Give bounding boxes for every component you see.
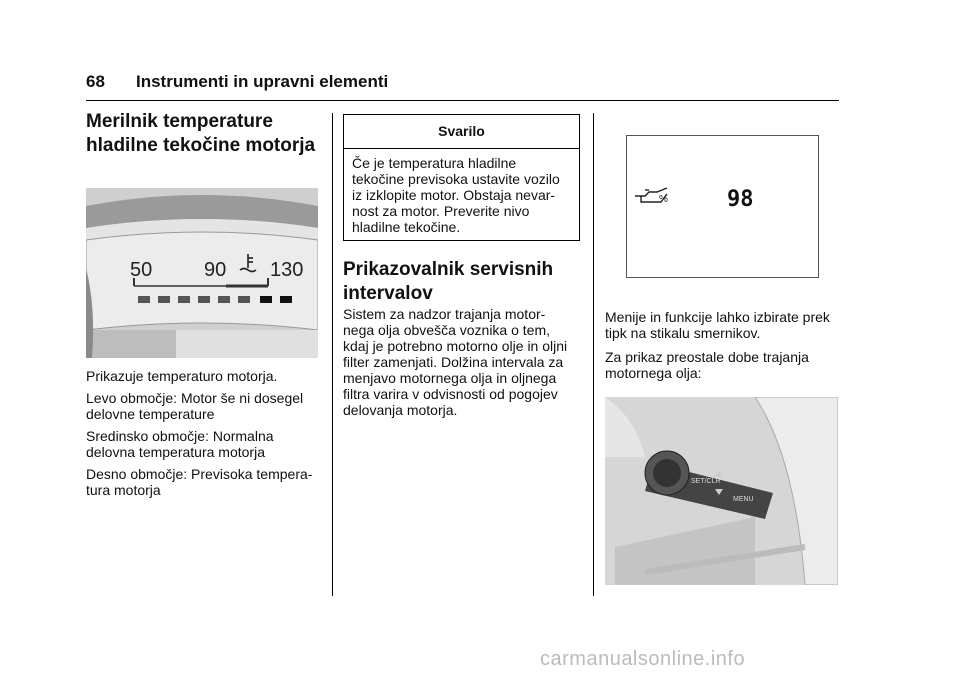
- coolant-section-title: [86, 110, 322, 158]
- service-description: [343, 306, 580, 418]
- set-clr-button-label: SET/CLR: [691, 478, 721, 485]
- warning-separator: [344, 148, 579, 149]
- coolant-description: [86, 368, 322, 498]
- gauge-label-130: 130: [270, 259, 304, 281]
- service-line: filter zamenjati. Dolžina intervala za: [343, 354, 564, 370]
- menu-p2-line2: motornega olja:: [605, 365, 702, 381]
- gauge-label-50: 50: [130, 259, 153, 281]
- coolant-p3-line2: delovna temperatura motorja: [86, 444, 265, 460]
- oil-life-display: [626, 135, 819, 278]
- service-line: Sistem za nadzor trajanja motor-: [343, 306, 546, 322]
- column-divider-left: [332, 113, 333, 596]
- menu-p2-line1: Za prikaz preostale dobe trajanja: [605, 349, 809, 365]
- menu-p1-line2: tipk na stikalu smernikov.: [605, 325, 761, 341]
- service-title-line1: Prikazovalnik servisnih: [343, 259, 554, 280]
- warning-line: Če je temperatura hladilne: [352, 155, 517, 171]
- service-title-line2: intervalov: [343, 283, 433, 304]
- service-line: delovanja motorja.: [343, 402, 458, 418]
- service-line: kdaj je potrebno motorno olje in oljni: [343, 338, 568, 354]
- oil-percent-unit: %: [659, 194, 668, 205]
- turn-signal-stalk-illustration: [605, 397, 838, 585]
- column-divider-right: [593, 113, 594, 596]
- coolant-gauge-illustration: [86, 188, 318, 358]
- warning-title: Svarilo: [438, 123, 485, 139]
- gauge-label-90: 90: [204, 259, 227, 281]
- warning-box: [343, 114, 580, 241]
- menu-p1-line1: Menije in funkcije lahko izbirate prek: [605, 309, 830, 325]
- oil-life-display-illustration: [627, 136, 818, 277]
- coolant-gauge-figure: [86, 188, 318, 358]
- warning-line: tekočine previsoka ustavite vozilo: [352, 171, 560, 187]
- service-line: nega olja obvešča voznika o tem,: [343, 322, 551, 338]
- service-line: filtra varira v odvisnosti od pogojev: [343, 386, 558, 402]
- watermark: carmanualsonline.info: [540, 648, 746, 670]
- page-number: 68: [86, 72, 105, 91]
- oil-life-value: 98: [727, 187, 754, 212]
- coolant-p2-line1: Levo območje: Motor še ni dosegel: [86, 390, 304, 406]
- warning-line: iz izklopite motor. Obstaja nevar-: [352, 187, 556, 203]
- coolant-p3-line1: Sredinsko območje: Normalna: [86, 428, 274, 444]
- coolant-p1: Prikazuje temperaturo motorja.: [86, 368, 278, 384]
- coolant-title-line2: hladilne tekočine motorja: [86, 135, 316, 156]
- warning-line: hladilne tekočine.: [352, 219, 461, 235]
- turn-signal-stalk-figure: [605, 397, 838, 585]
- coolant-p4-line2: tura motorja: [86, 482, 161, 498]
- coolant-p4-line1: Desno območje: Previsoka tempera-: [86, 466, 313, 482]
- service-section-title: [343, 258, 580, 306]
- coolant-title-line1: Merilnik temperature: [86, 111, 273, 132]
- chapter-title: Instrumenti in upravni elementi: [136, 72, 389, 91]
- warning-line: nost za motor. Preverite nivo: [352, 203, 530, 219]
- menu-button-label: MENU: [733, 496, 754, 503]
- warning-text: [352, 155, 574, 235]
- menu-description: [605, 309, 839, 381]
- page-header: [86, 70, 839, 101]
- coolant-p2-line2: delovne temperature: [86, 406, 215, 422]
- service-line: menjavo motornega olja in oljnega: [343, 370, 557, 386]
